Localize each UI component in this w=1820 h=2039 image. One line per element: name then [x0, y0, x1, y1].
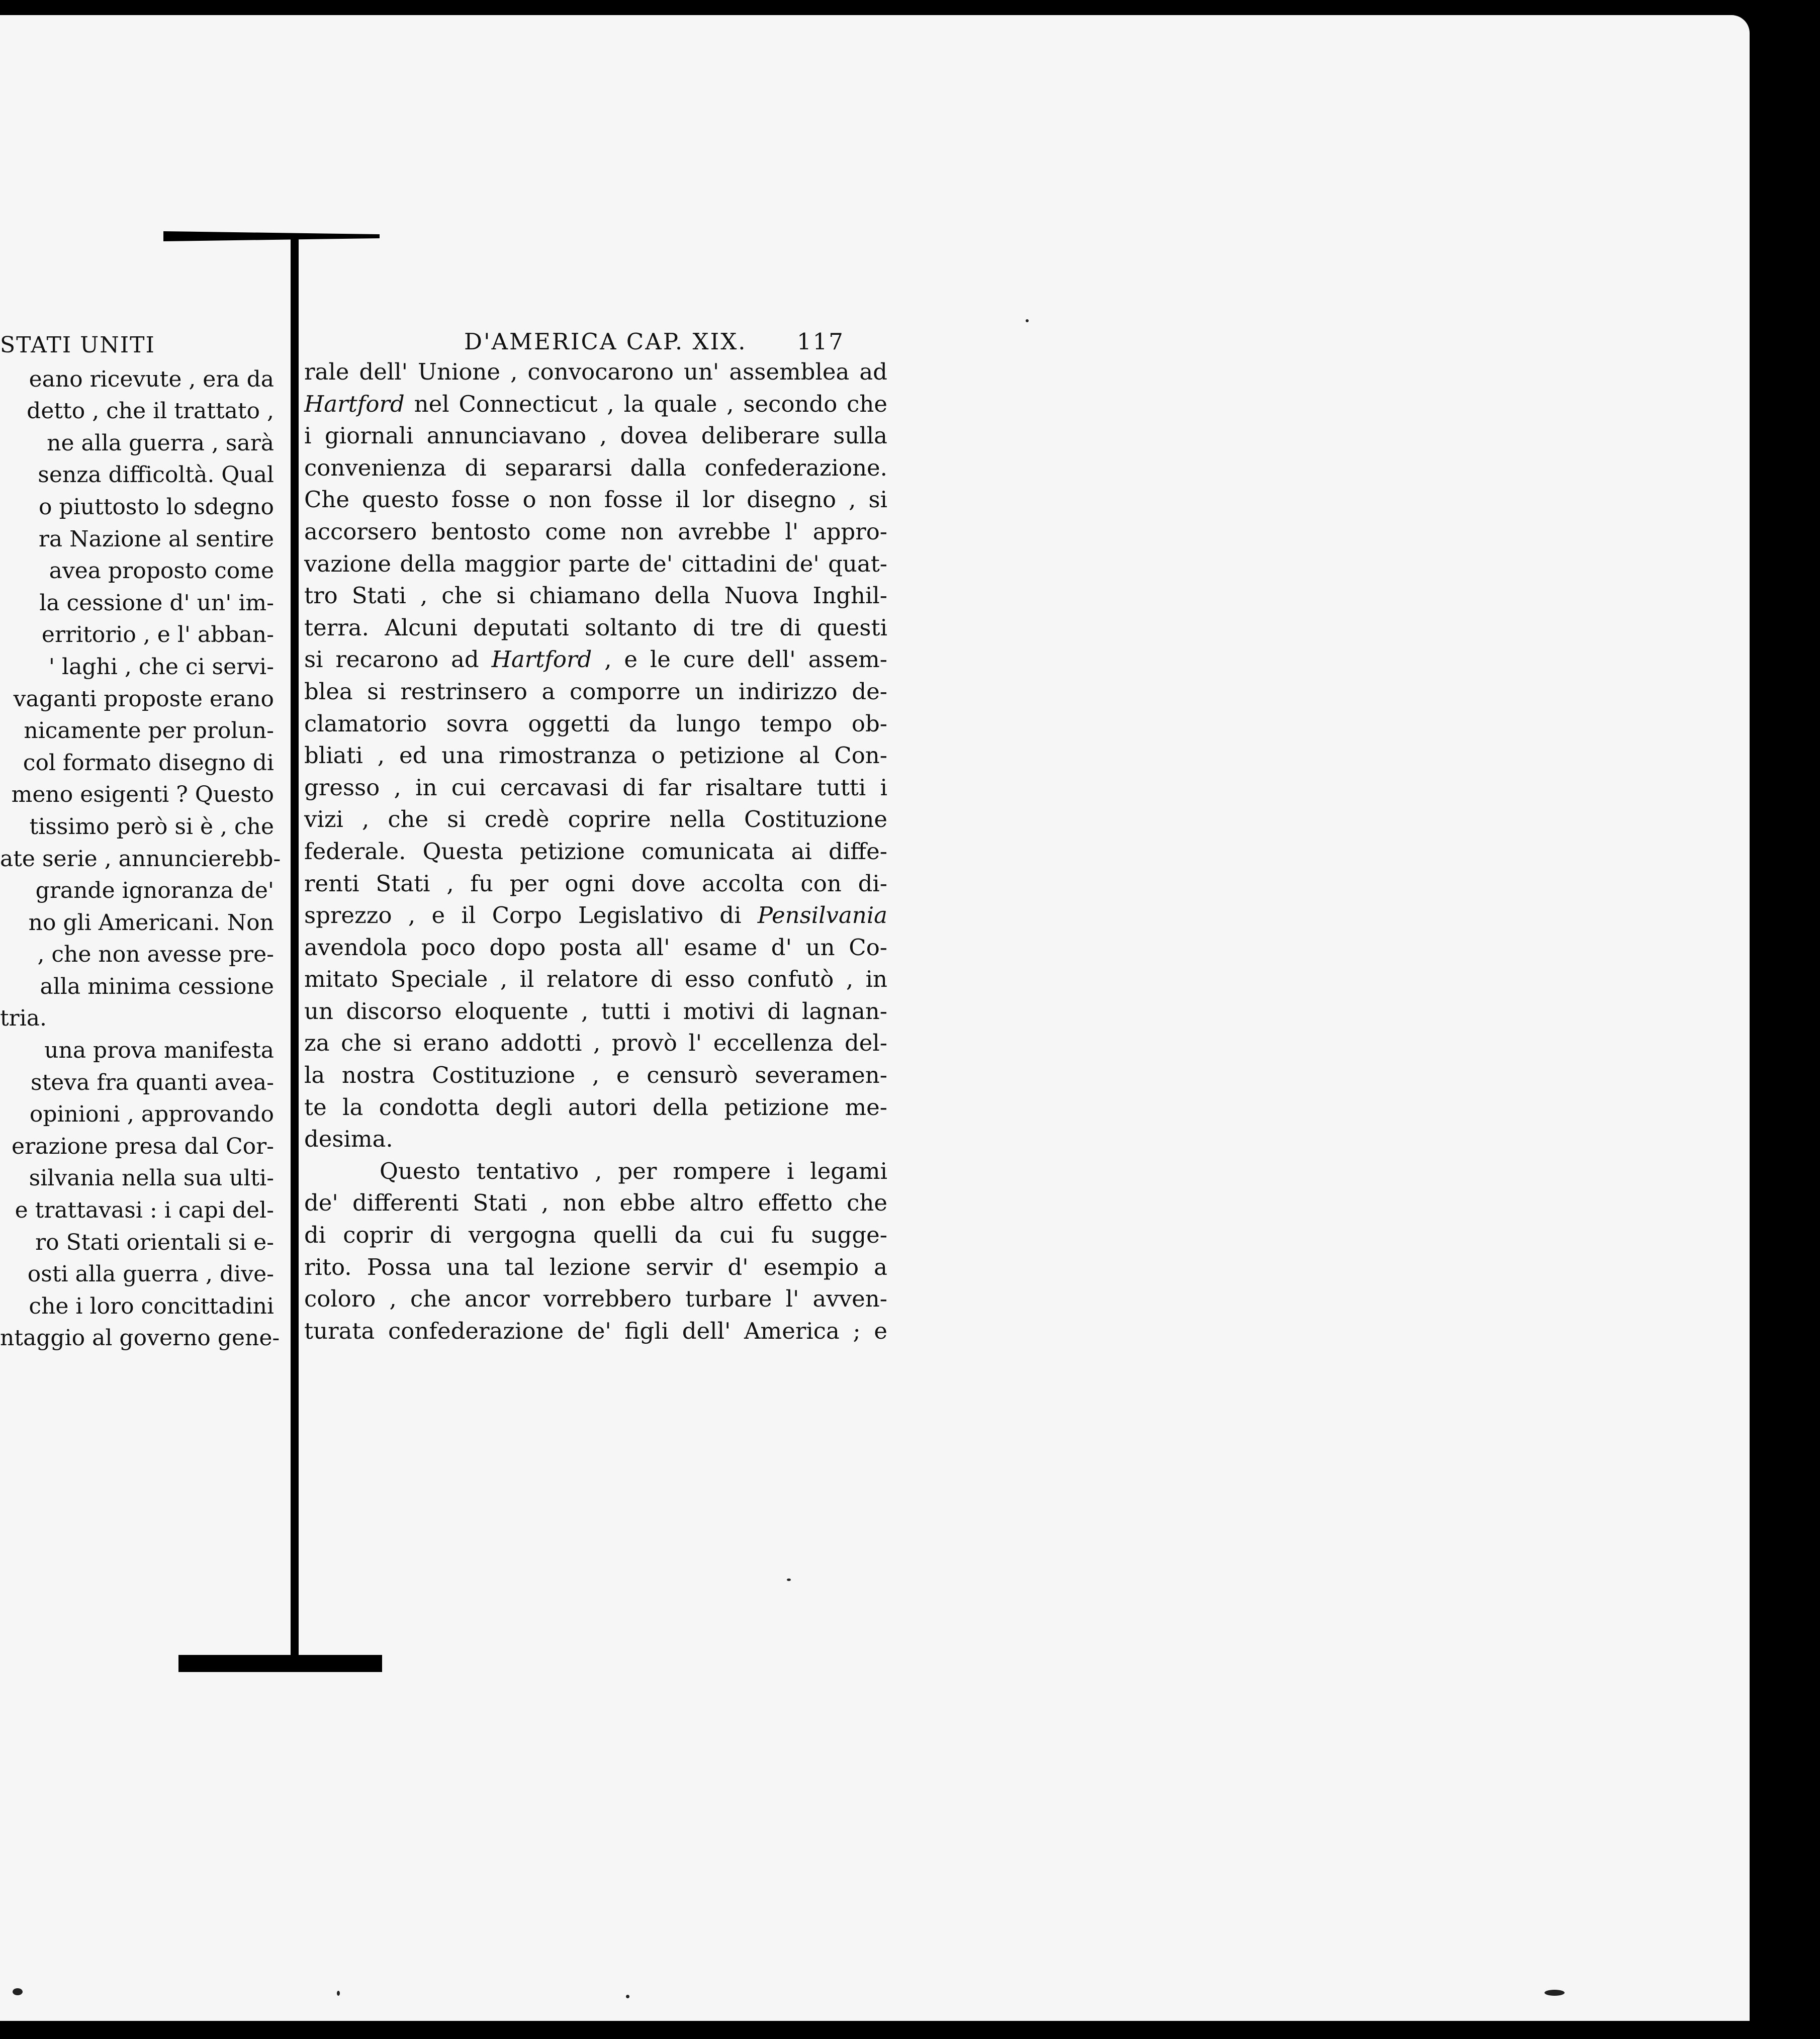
text-line: sprezzo , e il Corpo Legislativo di Pensilvania [304, 902, 887, 929]
scan-speck [337, 1991, 340, 1996]
italic-name: Hartford [304, 390, 405, 417]
text-line: , che non avesse pre- [37, 942, 274, 968]
text-line: meno esigenti ? Questo [11, 782, 274, 808]
text-line: una prova manifesta [44, 1038, 274, 1064]
text-line: vazione della maggior parte de' cittadini de' quat- [304, 550, 887, 577]
gutter-bracket-bottom [178, 1655, 382, 1672]
text-line: Che questo fosse o non fosse il lor disegno , si [304, 486, 887, 513]
text-line: alla minima cessione [40, 973, 274, 999]
text-line: avendola poco dopo posta all' esame d' un Co- [304, 934, 887, 961]
scan-border-right [1750, 0, 1820, 2039]
text-line: rito. Possa una tal lezione servir d' esempio a [304, 1253, 887, 1280]
page-number: 117 [797, 328, 845, 355]
text-line: col formato disegno di [23, 750, 274, 776]
text-line: vizi , che si credè coprire nella Costituzione [304, 806, 887, 833]
text-line: vaganti proposte erano [13, 686, 274, 712]
text-line: ntaggio al governo gene- [0, 1325, 280, 1351]
text-line: di coprir di vergogna quelli da cui fu sugge- [304, 1222, 887, 1249]
text-line: la nostra Costituzione , e censurò severamen- [304, 1062, 887, 1089]
text-line: accorsero bentosto come non avrebbe l' appro- [304, 518, 887, 545]
text-line: opinioni , approvando [29, 1101, 274, 1128]
scan-speck [1026, 319, 1029, 322]
text-line: ate serie , annuncierebb- [0, 846, 281, 872]
left-running-head: STATI UNITI [0, 332, 155, 358]
text-line: tro Stati , che si chiamano della Nuova Inghil- [304, 582, 887, 609]
text-line: i giornali annunciavano , dovea deliberare sulla [304, 422, 887, 449]
text-line: tria. [0, 1005, 47, 1032]
text-line: convenienza di separarsi dalla confederazione. [304, 454, 887, 481]
text-line: eano ricevute , era da [29, 366, 274, 392]
text-line: te la condotta degli autori della petizione me- [304, 1093, 887, 1121]
gutter-bracket-line [291, 236, 299, 1659]
right-page-text [304, 356, 887, 1347]
text-line: o piuttosto lo sdegno [39, 494, 274, 520]
text-line: Hartford nel Connecticut , la quale , secondo che [304, 390, 887, 417]
text-line: desima. [304, 1126, 393, 1153]
text-line: clamatorio sovra oggetti da lungo tempo ob- [304, 710, 887, 737]
text-line: bliati , ed una rimostranza o petizione al Con- [304, 742, 887, 769]
text-line: detto , che il trattato , [27, 398, 274, 424]
right-page [304, 326, 887, 1347]
text-line: avea proposto come [49, 558, 274, 584]
text-line: blea si restrinsero a comporre un indirizzo de- [304, 678, 887, 705]
scan-speck [1544, 1990, 1565, 1996]
text-line: ra Nazione al sentire [38, 526, 274, 552]
text-line: Questo tentativo , per rompere i legami [380, 1157, 887, 1184]
left-page-fragment [0, 329, 281, 1354]
italic-name: Pensilvania [757, 902, 887, 929]
text-line: osti alla guerra , dive- [27, 1261, 274, 1287]
scan-speck [13, 1988, 23, 1995]
text-line: senza difficoltà. Qual [38, 462, 274, 488]
text-line: terra. Alcuni deputati soltanto di tre di questi [304, 614, 887, 641]
text-line: steva fra quanti avea- [31, 1069, 274, 1095]
text-line: no gli Americani. Non [28, 909, 274, 936]
text-line: ne alla guerra , sarà [47, 430, 274, 456]
scan-border-bottom [0, 2021, 1820, 2039]
text-line: e trattavasi : i capi del- [15, 1197, 274, 1224]
text-line: silvania nella sua ulti- [29, 1165, 274, 1191]
scan-speck [787, 1579, 791, 1581]
text-line: gresso , in cui cercavasi di far risaltare tutti i [304, 774, 887, 801]
scan-border-top [0, 0, 1820, 15]
text-line: ' laghi , che ci servi- [48, 654, 274, 680]
right-running-head [304, 326, 887, 356]
text-line: renti Stati , fu per ogni dove accolta con di- [304, 870, 887, 897]
text-line: federale. Questa petizione comunicata ai diffe- [304, 838, 887, 865]
text-line: coloro , che ancor vorrebbero turbare l' avven- [304, 1285, 887, 1313]
text-line: ro Stati orientali si e- [35, 1229, 274, 1255]
text-line: de' differenti Stati , non ebbe altro effetto che [304, 1189, 887, 1217]
text-line: tissimo però si è , che [29, 813, 274, 840]
running-head-title: D'AMERICA CAP. XIX. [464, 328, 747, 355]
text-line: erazione presa dal Cor- [12, 1133, 274, 1159]
text-line: un discorso eloquente , tutti i motivi di lagnan- [304, 997, 887, 1025]
left-page-text [0, 363, 281, 1354]
text-line: si recarono ad Hartford , e le cure dell' assem- [304, 646, 887, 673]
italic-name: Hartford [491, 646, 592, 673]
text-line: erritorio , e l' abban- [41, 622, 274, 648]
text-line: za che si erano addotti , provò l' eccellenza del- [304, 1030, 887, 1057]
text-line: la cessione d' un' im- [39, 590, 274, 616]
text-line: turata confederazione de' figli dell' America ; e [304, 1317, 887, 1344]
text-line: nicamente per prolun- [24, 718, 274, 744]
text-line: rale dell' Unione , convocarono un' assemblea ad [304, 358, 887, 385]
text-line: mitato Speciale , il relatore di esso confutò , in [304, 966, 887, 993]
scan-speck [626, 1995, 629, 1998]
text-line: che i loro concittadini [29, 1293, 274, 1319]
text-line: grande ignoranza de' [35, 878, 274, 904]
